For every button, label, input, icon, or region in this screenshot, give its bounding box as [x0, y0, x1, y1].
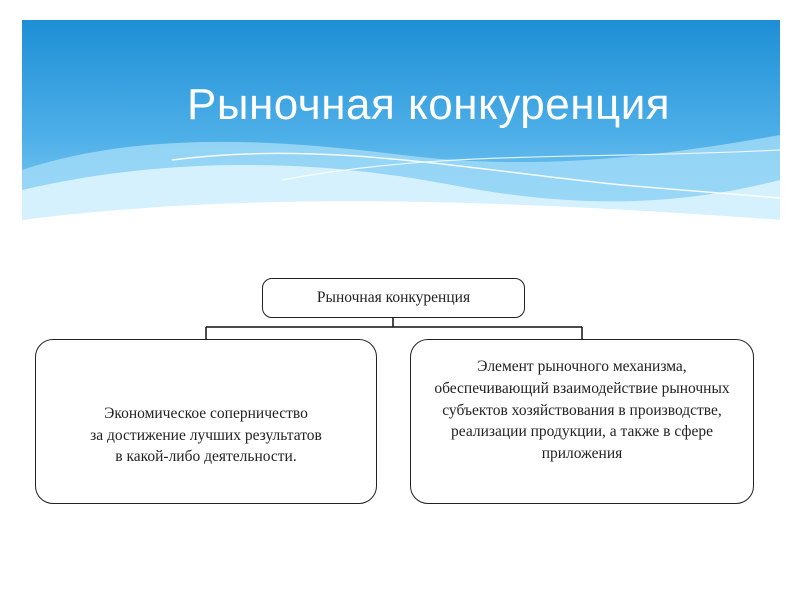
root-label: Рыночная конкуренция — [316, 289, 471, 307]
left-definition-label: Экономическое соперничество за достижение лучших результатов в какой-либо деятельности. — [90, 404, 322, 466]
diagram-root-box — [262, 278, 525, 318]
slide-title: Рыночная конкуренция — [187, 80, 671, 129]
diagram-left-box — [35, 339, 377, 504]
diagram-right-box — [410, 339, 754, 504]
right-definition-label: Элемент рыночного механизма, обеспечивающий взаимодействие рыночных субъектов хозяйствования в производстве, реализации продукции, а также в сфере приложения — [434, 358, 730, 463]
